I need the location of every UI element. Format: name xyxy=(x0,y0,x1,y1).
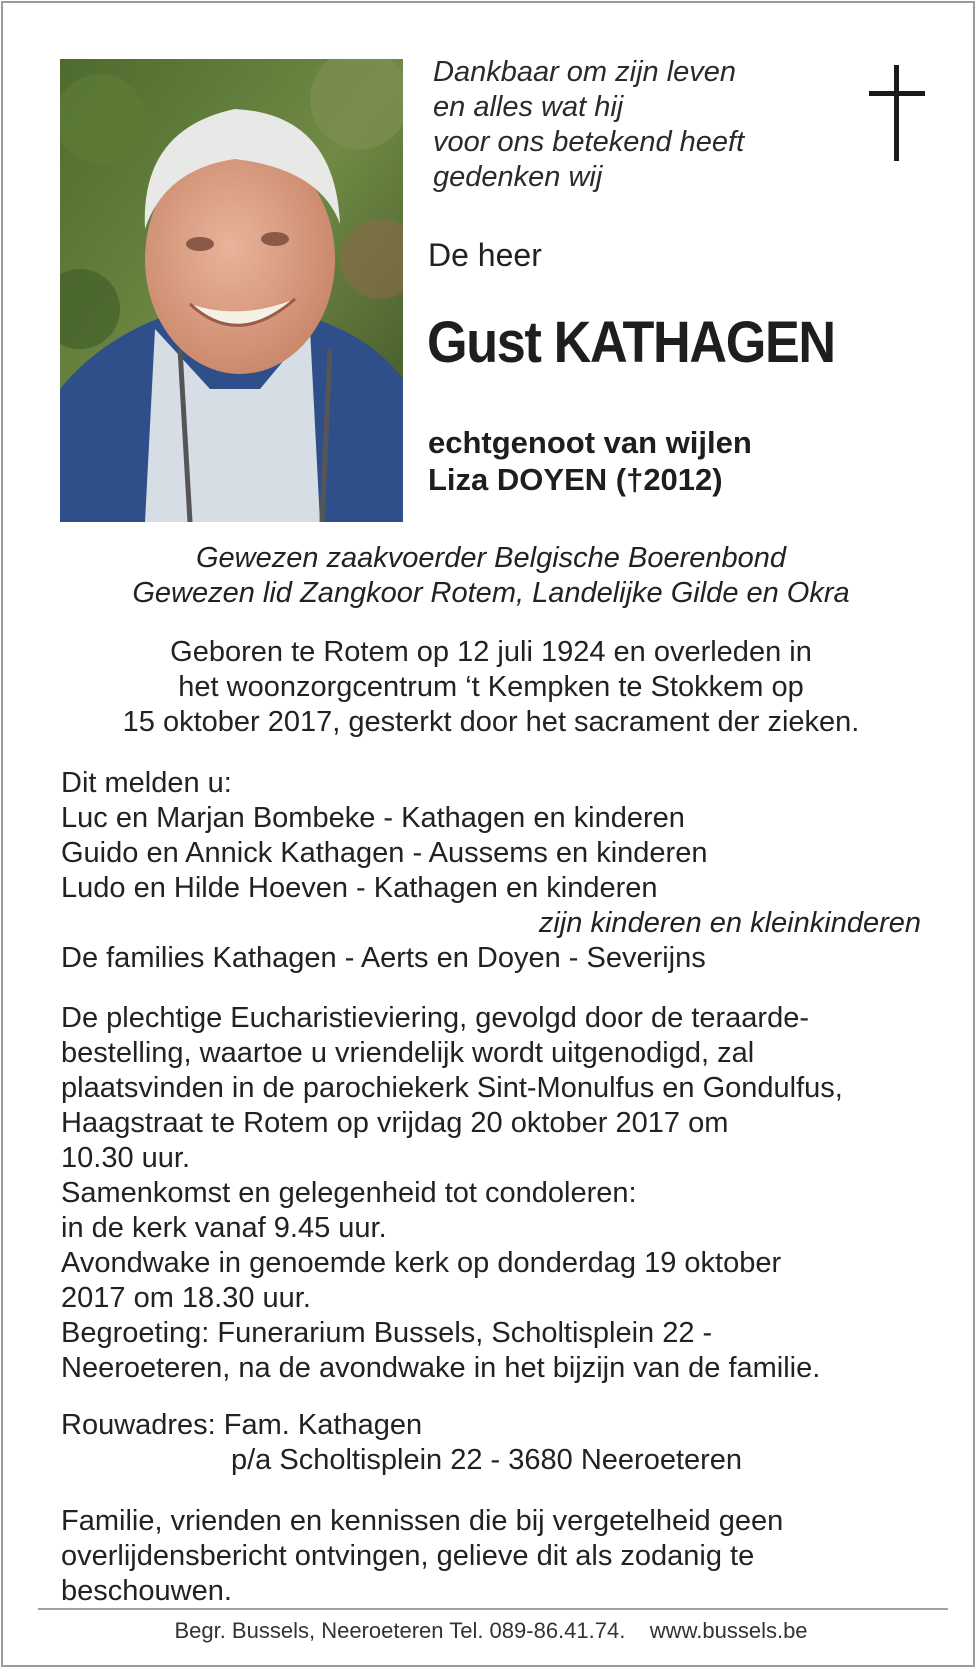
family-member-line: Ludo en Hilde Hoeven - Kathagen en kinderen xyxy=(61,872,658,904)
announcement-intro: Dit melden u: xyxy=(61,767,232,799)
families-line: De families Kathagen - Aerts en Doyen - Severijns xyxy=(61,942,706,974)
spouse-line: Liza DOYEN (†2012) xyxy=(428,462,723,497)
memorial-quote xyxy=(433,55,744,195)
birth-death-details xyxy=(3,635,979,740)
honorific: De heer xyxy=(428,237,542,273)
spouse-info xyxy=(428,424,752,498)
ceremony-line: De plechtige Eucharistieviering, gevolgd door de teraarde- xyxy=(61,1002,809,1034)
birth-death-line: 15 oktober 2017, gesterkt door het sacrament der zieken. xyxy=(122,706,860,738)
role-line: Gewezen zaakvoerder Belgische Boerenbond xyxy=(195,542,787,574)
former-roles xyxy=(3,541,979,611)
notice-line: overlijdensbericht ontvingen, gelieve dit als zodanig te xyxy=(61,1540,755,1572)
birth-death-line: het woonzorgcentrum ‘t Kempken te Stokkem op xyxy=(178,671,804,703)
ceremony-line: 2017 om 18.30 uur. xyxy=(61,1282,311,1314)
obituary-card xyxy=(1,1,975,1667)
family-member-line: Guido en Annick Kathagen - Aussems en kinderen xyxy=(61,837,708,869)
address-line: Rouwadres: Fam. Kathagen xyxy=(61,1409,423,1441)
cross-icon xyxy=(869,65,925,161)
footer-divider xyxy=(38,1608,948,1610)
ceremony-line: in de kerk vanaf 9.45 uur. xyxy=(61,1212,387,1244)
children-note: zijn kinderen en kleinkinderen xyxy=(538,907,921,939)
portrait-photo xyxy=(60,59,403,522)
role-line: Gewezen lid Zangkoor Rotem, Landelijke Gilde en Okra xyxy=(132,577,850,609)
ceremony-line: Avondwake in genoemde kerk op donderdag 19 oktober xyxy=(61,1247,782,1279)
quote-line: en alles wat hij xyxy=(433,91,624,123)
ceremony-line: Samenkomst en gelegenheid tot condoleren: xyxy=(61,1177,637,1209)
website-link[interactable]: www.bussels.be xyxy=(649,1618,808,1643)
notice-text xyxy=(61,1504,783,1609)
notice-line: beschouwen. xyxy=(61,1575,232,1607)
ceremony-line: plaatsvinden in de parochiekerk Sint-Monulfus en Gondulfus, xyxy=(61,1072,843,1104)
quote-line: gedenken wij xyxy=(433,161,603,193)
notice-line: Familie, vrienden en kennissen die bij vergetelheid geen xyxy=(61,1505,784,1537)
deceased-name: Gust KATHAGEN xyxy=(427,310,835,375)
ceremony-details xyxy=(61,1001,843,1386)
ceremony-line: bestelling, waartoe u vriendelijk wordt uitgenodigd, zal xyxy=(61,1037,755,1069)
address-line: p/a Scholtisplein 22 - 3680 Neeroeteren xyxy=(231,1444,743,1476)
ceremony-line: Haagstraat te Rotem op vrijdag 20 oktober 2017 om xyxy=(61,1107,729,1139)
mourning-address xyxy=(61,1408,742,1478)
birth-death-line: Geboren te Rotem op 12 juli 1924 en overleden in xyxy=(170,636,812,668)
ceremony-line: Begroeting: Funerarium Bussels, Scholtisplein 22 - xyxy=(61,1317,713,1349)
quote-line: Dankbaar om zijn leven xyxy=(433,56,737,88)
footer xyxy=(3,1616,979,1646)
funeral-home-info: Begr. Bussels, Neeroeteren Tel. 089-86.41.74. xyxy=(174,1618,626,1643)
ceremony-line: 10.30 uur. xyxy=(61,1142,190,1174)
family-member-line: Luc en Marjan Bombeke - Kathagen en kinderen xyxy=(61,802,685,834)
announcement xyxy=(61,766,921,976)
quote-line: voor ons betekend heeft xyxy=(433,126,745,158)
spouse-line: echtgenoot van wijlen xyxy=(428,425,752,460)
ceremony-line: Neeroeteren, na de avondwake in het bijzijn van de familie. xyxy=(61,1352,821,1384)
